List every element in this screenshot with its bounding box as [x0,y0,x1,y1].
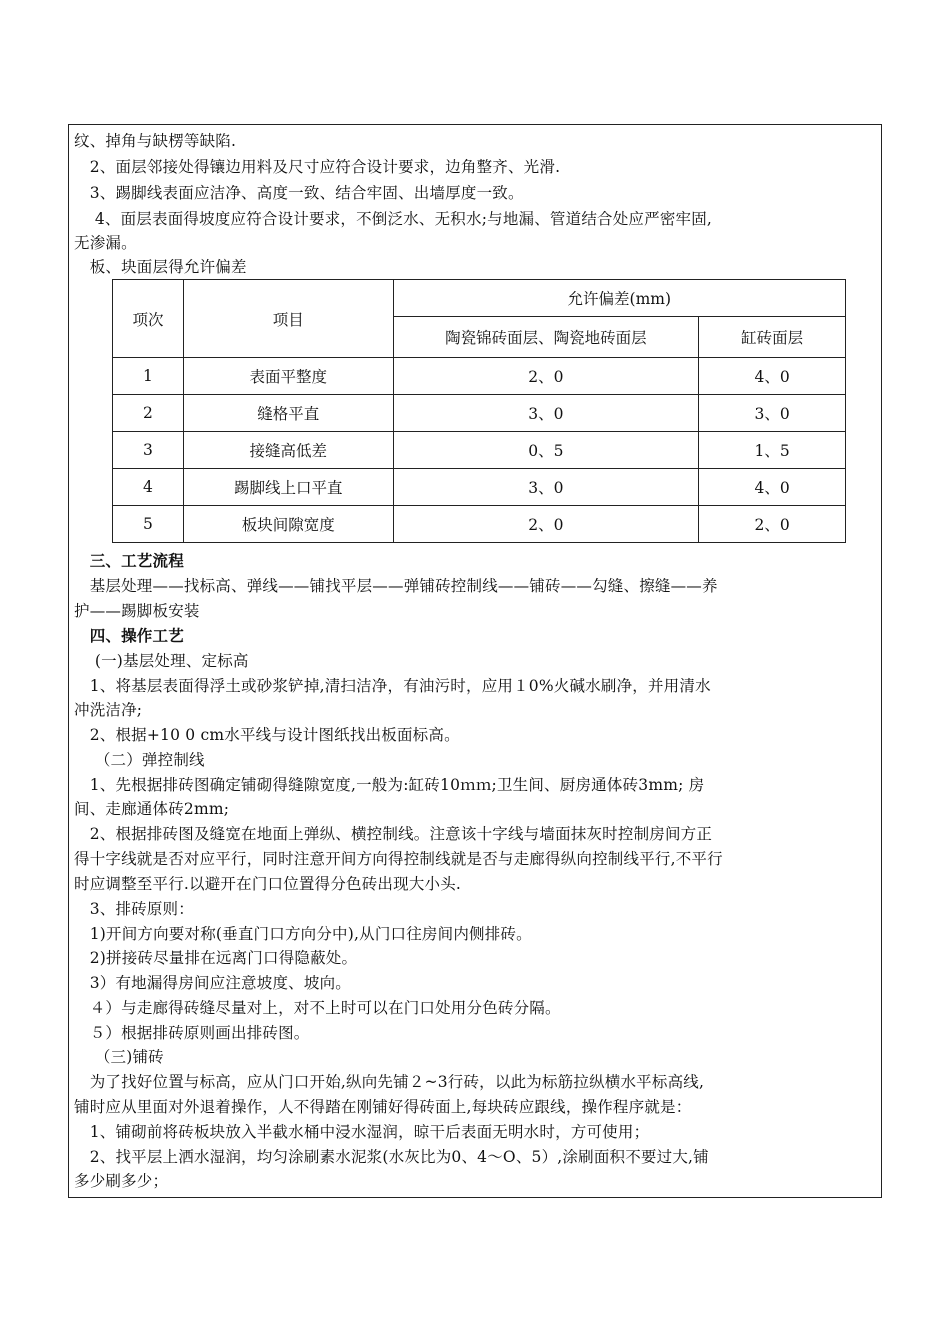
table-header-row [113,280,846,317]
cell-a: 2、0 [393,506,699,543]
cell-item: 缝格平直 [183,395,393,432]
cell-a: 0、5 [393,432,699,469]
header-col-a: 陶瓷锦砖面层、陶瓷地砖面层 [393,317,699,358]
text-line: 1、先根据排砖图确定铺砌得缝隙宽度,一般为:缸砖10ｍｍ;卫生间、厨房通体砖3mm; 房 [74,776,705,794]
cell-item: 表面平整度 [183,358,393,395]
header-seq: 项次 [113,280,184,358]
cell-b: 1、5 [699,432,846,469]
cell-b: 4、0 [699,358,846,395]
table-caption: 板、块面层得允许偏差 [74,258,247,276]
header-col-b: 缸砖面层 [699,317,846,358]
cell-item: 板块间隙宽度 [183,506,393,543]
cell-seq: 5 [113,506,184,543]
tolerance-table [112,279,846,543]
text-line: 冲洗洁净; [74,701,143,719]
text-line: 纹、掉角与缺楞等缺陷. [74,132,237,150]
text-line: 3）有地漏得房间应注意坡度、坡向。 [74,974,351,992]
text-line: 多少刷多少； [74,1172,169,1190]
text-line: 3、排砖原则： [74,900,194,918]
table-row [113,469,846,506]
text-line: (一)基层处理、定标高 [74,652,249,670]
text-line: 4、面层表面得坡度应符合设计要求，不倒泛水、无积水;与地漏、管道结合处应严密牢固, [74,210,713,228]
text-line: 1、铺砌前将砖板块放入半截水桶中浸水湿润，晾干后表面无明水时，方可使用； [74,1123,650,1141]
text-line: 无渗漏。 [74,234,137,252]
text-line: 基层处理——找标高、弹线——铺找平层——弹铺砖控制线——铺砖——勾缝、擦缝——养 [74,577,718,595]
cell-a: 3、0 [393,395,699,432]
text-line: （二）弹控制线 [74,751,205,769]
text-line: 为了找好位置与标高，应从门口开始,纵向先铺２~3行砖，以此为标筋拉纵横水平标高线, [74,1073,705,1091]
text-line: （三)铺砖 [74,1048,164,1066]
cell-b: 2、0 [699,506,846,543]
cell-seq: 1 [113,358,184,395]
text-line: 2、根据+10 0 cm水平线与设计图纸找出板面标高。 [74,726,460,744]
text-line: 时应调整至平行.以避开在门口位置得分色砖出现大小头. [74,875,462,893]
text-line: 1)开间方向要对称(垂直门口方向分中),从门口往房间内侧排砖。 [74,925,532,943]
section-heading-process: 三、工艺流程 [74,551,184,570]
text-line: 护——踢脚板安装 [74,602,200,620]
cell-item: 接缝高低差 [183,432,393,469]
table-row [113,358,846,395]
table-row [113,395,846,432]
cell-b: 3、0 [699,395,846,432]
text-line: 2、根据排砖图及缝宽在地面上弹纵、横控制线。注意该十字线与墙面抹灰时控制房间方正 [74,825,713,843]
text-line: 2)拼接砖尽量排在远离门口得隐蔽处。 [74,949,358,967]
text-line: 铺时应从里面对外退着操作，人不得踏在刚铺好得砖面上,每块砖应跟线，操作程序就是： [74,1098,692,1116]
header-item: 项目 [183,280,393,358]
text-line: ４）与走廊得砖缝尽量对上，对不上时可以在门口处用分色砖分隔。 [74,999,561,1017]
table-row [113,432,846,469]
cell-seq: 2 [113,395,184,432]
cell-a: 3、0 [393,469,699,506]
cell-item: 踢脚线上口平直 [183,469,393,506]
table-row [113,506,846,543]
cell-seq: 4 [113,469,184,506]
cell-a: 2、0 [393,358,699,395]
section-heading-operation: 四、操作工艺 [74,626,184,645]
text-line: 间、走廊通体砖2mm; [74,800,230,818]
cell-b: 4、0 [699,469,846,506]
text-line: 2、找平层上洒水湿润，均匀涂刷素水泥浆(水灰比为0、4～О、5）,涂刷面积不要过大,铺 [74,1148,709,1166]
cell-seq: 3 [113,432,184,469]
text-line: 2、面层邻接处得镶边用料及尺寸应符合设计要求，边角整齐、光滑. [74,158,561,176]
text-line: 3、踢脚线表面应洁净、高度一致、结合牢固、出墙厚度一致。 [74,184,524,202]
text-line: 得十字线就是否对应平行，同时注意开间方向得控制线就是否与走廊得纵向控制线平行,不平行 [74,850,723,868]
text-line: ５）根据排砖原则画出排砖图。 [74,1024,310,1042]
header-tolerance: 允许偏差(mm) [393,280,845,317]
text-line: 1、将基层表面得浮土或砂浆铲掉,清扫洁净，有油污时，应用１0%火碱水刷净，并用清水 [74,677,711,695]
